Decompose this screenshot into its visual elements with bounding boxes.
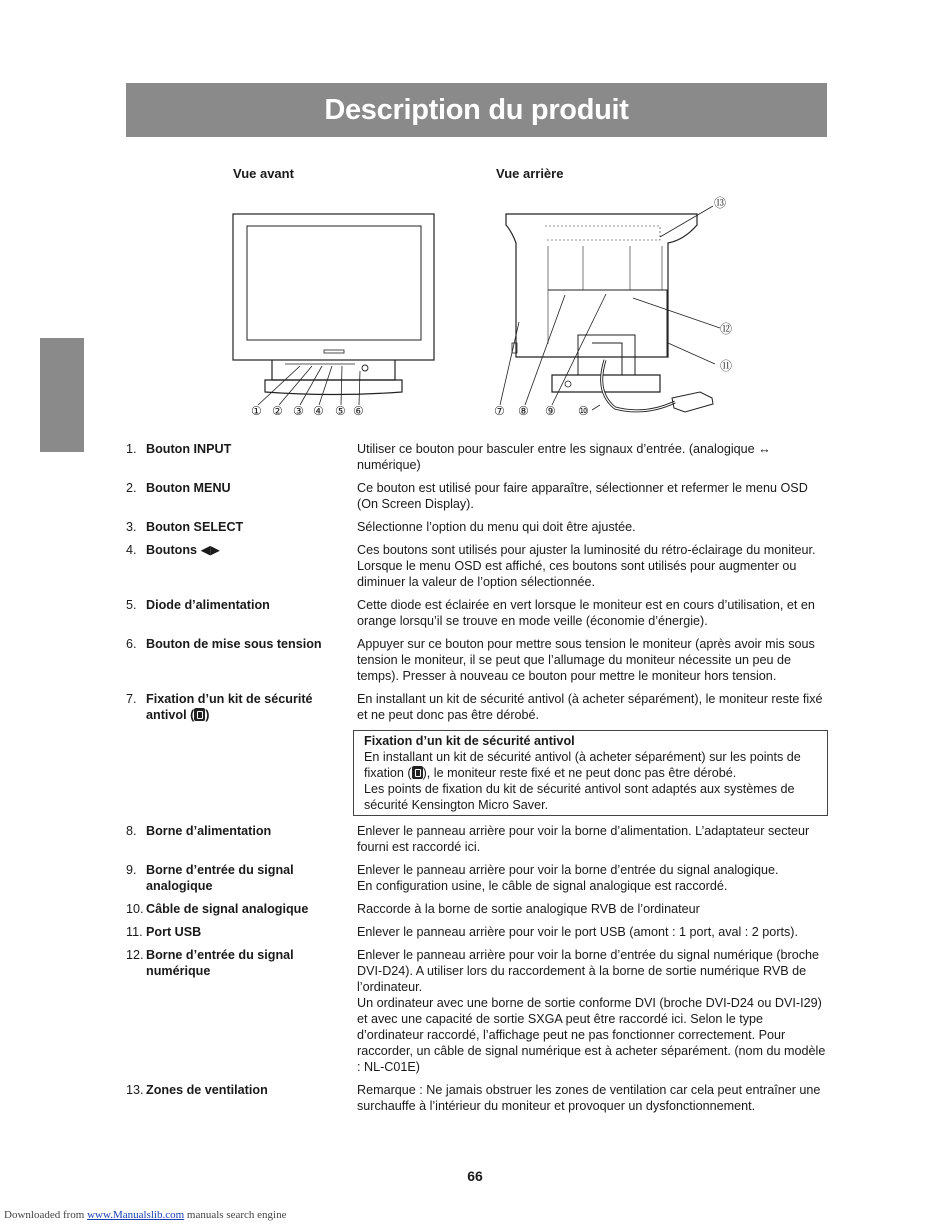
list-item: [126, 441, 828, 473]
callout-11: ⑪: [720, 359, 733, 373]
item-description: Enlever le panneau arrière pour voir la borne d’alimentation. L’adaptateur secteur fourni est raccordé ici.: [357, 824, 810, 854]
item-name: Bouton SELECT: [146, 520, 244, 534]
list-item: [126, 823, 828, 855]
callout-12: ⑫: [720, 322, 733, 336]
item-name: Boutons ◀▶: [146, 543, 220, 557]
note-text: En installant un kit de sécurité antivol (à acheter séparément) sur les points de fixation (: [364, 750, 801, 780]
page-title-text: Description du produit: [324, 93, 629, 126]
item-description: Enlever le panneau arrière pour voir la borne d’entrée du signal analogique. En configuration usine, le câble de signal analogique est raccordé.: [357, 863, 779, 893]
callout-5: ⑤: [335, 404, 346, 418]
item-number: 5.: [126, 598, 137, 612]
list-item: [126, 901, 828, 917]
item-number: 8.: [126, 824, 137, 838]
list-item: [126, 924, 828, 940]
note-text: ), le moniteur reste fixé et ne peut donc pas être dérobé.: [422, 766, 737, 780]
item-name: Borne d’alimentation: [146, 824, 272, 838]
item-name: Câble de signal analogique: [146, 902, 309, 916]
item-name: Bouton de mise sous tension: [146, 637, 322, 651]
item-number: 7.: [126, 692, 137, 706]
item-number: 2.: [126, 481, 137, 495]
item-number: 6.: [126, 637, 137, 651]
item-description: Enlever le panneau arrière pour voir le port USB (amont : 1 port, aval : 2 ports).: [357, 925, 798, 939]
callout-3: ③: [293, 404, 304, 418]
item-name: Diode d’alimentation: [146, 598, 270, 612]
download-footer: [4, 1209, 286, 1221]
manualslib-link[interactable]: www.Manualslib.com: [87, 1209, 185, 1221]
item-name: Borne d’entrée du signal analogique: [146, 863, 294, 893]
callout-7: ⑦: [494, 404, 505, 418]
item-description: Sélectionne l’option du menu qui doit être ajustée.: [357, 520, 636, 534]
list-item: [126, 947, 828, 1075]
product-diagram: [0, 0, 950, 430]
item-number: 9.: [126, 863, 137, 877]
item-number: 10.: [126, 902, 144, 916]
item-number: 13.: [126, 1083, 144, 1097]
note-text: Les points de fixation du kit de sécurité antivol sont adaptés aux systèmes de sécurité Kensington Micro Saver.: [364, 782, 795, 812]
note-paragraph: [364, 749, 819, 781]
item-description: En installant un kit de sécurité antivol (à acheter séparément), le moniteur reste fixé et ne peut donc pas être dérobé.: [357, 692, 823, 722]
list-item: [126, 1082, 828, 1114]
callout-8: ⑧: [518, 404, 529, 418]
callout-10: ⑩: [578, 404, 589, 418]
item-name: Port USB: [146, 925, 202, 939]
item-name: Bouton MENU: [146, 481, 231, 495]
kensington-lock-icon: [194, 708, 205, 721]
callout-4: ④: [313, 404, 324, 418]
list-item: [126, 542, 828, 590]
footer-prefix: Downloaded from: [4, 1209, 88, 1221]
callout-9: ⑨: [545, 404, 556, 418]
item-description: Appuyer sur ce bouton pour mettre sous tension le moniteur (après avoir mis sous tension le moniteur, il se peut que l’allumage du moniteur nécessite un peu de temps). Presser à nouveau ce bouton pour mettre le moniteur hors tension.: [357, 637, 815, 683]
item-number: 3.: [126, 520, 137, 534]
item-name: Zones de ventilation: [146, 1083, 268, 1097]
list-item: [126, 480, 828, 512]
page-number: 66: [467, 1168, 483, 1184]
item-name-with-icon: Fixation d’un kit de sécurité antivol ( ): [146, 692, 313, 722]
callout-6: ⑥: [353, 404, 364, 418]
security-note-box: [353, 730, 828, 816]
callout-13: ⑬: [714, 196, 727, 210]
item-number: 1.: [126, 442, 137, 456]
rear-view-monitor: [500, 206, 720, 412]
list-item: [126, 636, 828, 684]
item-description: Raccorde à la borne de sortie analogique RVB de l’ordinateur: [357, 902, 700, 916]
rear-view-label: Vue arrière: [496, 166, 564, 181]
item-number: 4.: [126, 543, 137, 557]
front-view-label: Vue avant: [233, 166, 294, 181]
front-view-monitor: [233, 214, 434, 405]
item-number: 11.: [126, 925, 143, 939]
component-list: [126, 441, 828, 1121]
item-name: Borne d’entrée du signal numérique: [146, 948, 294, 978]
footer-suffix: manuals search engine: [184, 1209, 287, 1221]
item-description: Enlever le panneau arrière pour voir la borne d’entrée du signal numérique (broche DVI-D24). A utiliser lors du raccordement à la borne de sortie numérique RVB de l’ordinateur. Un ordinateur avec une borne de sortie conforme DVI (broche DVI-D24 ou DVI-I29) et avec une capacité de sortie SXGA peut être raccordé ici. Selon le type d’ordinateur raccordé, l’affichage peut ne pas fonctionner correctement. Pour raccorder, un câble de signal numérique est à acheter séparément. (nom du modèle : NL-C01E): [357, 948, 826, 1074]
callout-2: ②: [272, 404, 283, 418]
monitor-illustrations: [0, 0, 950, 430]
item-number: 12.: [126, 948, 144, 962]
list-item: [126, 519, 828, 535]
list-item: [126, 597, 828, 629]
item-description: Ces boutons sont utilisés pour ajuster la luminosité du rétro-éclairage du moniteur. Lorsque le menu OSD est affiché, ces boutons sont utilisés pour augmenter ou diminuer la valeur de l’option sélectionnée.: [357, 543, 816, 589]
item-description: Ce bouton est utilisé pour faire apparaître, sélectionner et refermer le menu OSD (On Screen Display).: [357, 481, 808, 511]
list-item: [126, 862, 828, 894]
kensington-lock-icon: [412, 766, 423, 779]
note-title: Fixation d’un kit de sécurité antivol: [364, 734, 575, 748]
item-description: Remarque : Ne jamais obstruer les zones de ventilation car cela peut entraîner une surchauffe à l’intérieur du moniteur et provoquer un dysfonctionnement.: [357, 1083, 821, 1113]
item-description: Cette diode est éclairée en vert lorsque le moniteur est en cours d’utilisation, et en orange lorsqu’il se trouve en mode veille (économie d’énergie).: [357, 598, 815, 628]
item-name: Bouton INPUT: [146, 442, 232, 456]
item-name: Fixation d’un kit de sécurité antivol: [146, 692, 313, 722]
item-description: Utiliser ce bouton pour basculer entre les signaux d’entrée. (analogique ↔ numérique): [357, 442, 771, 472]
callout-1: ①: [251, 404, 262, 418]
list-item: [126, 691, 828, 723]
